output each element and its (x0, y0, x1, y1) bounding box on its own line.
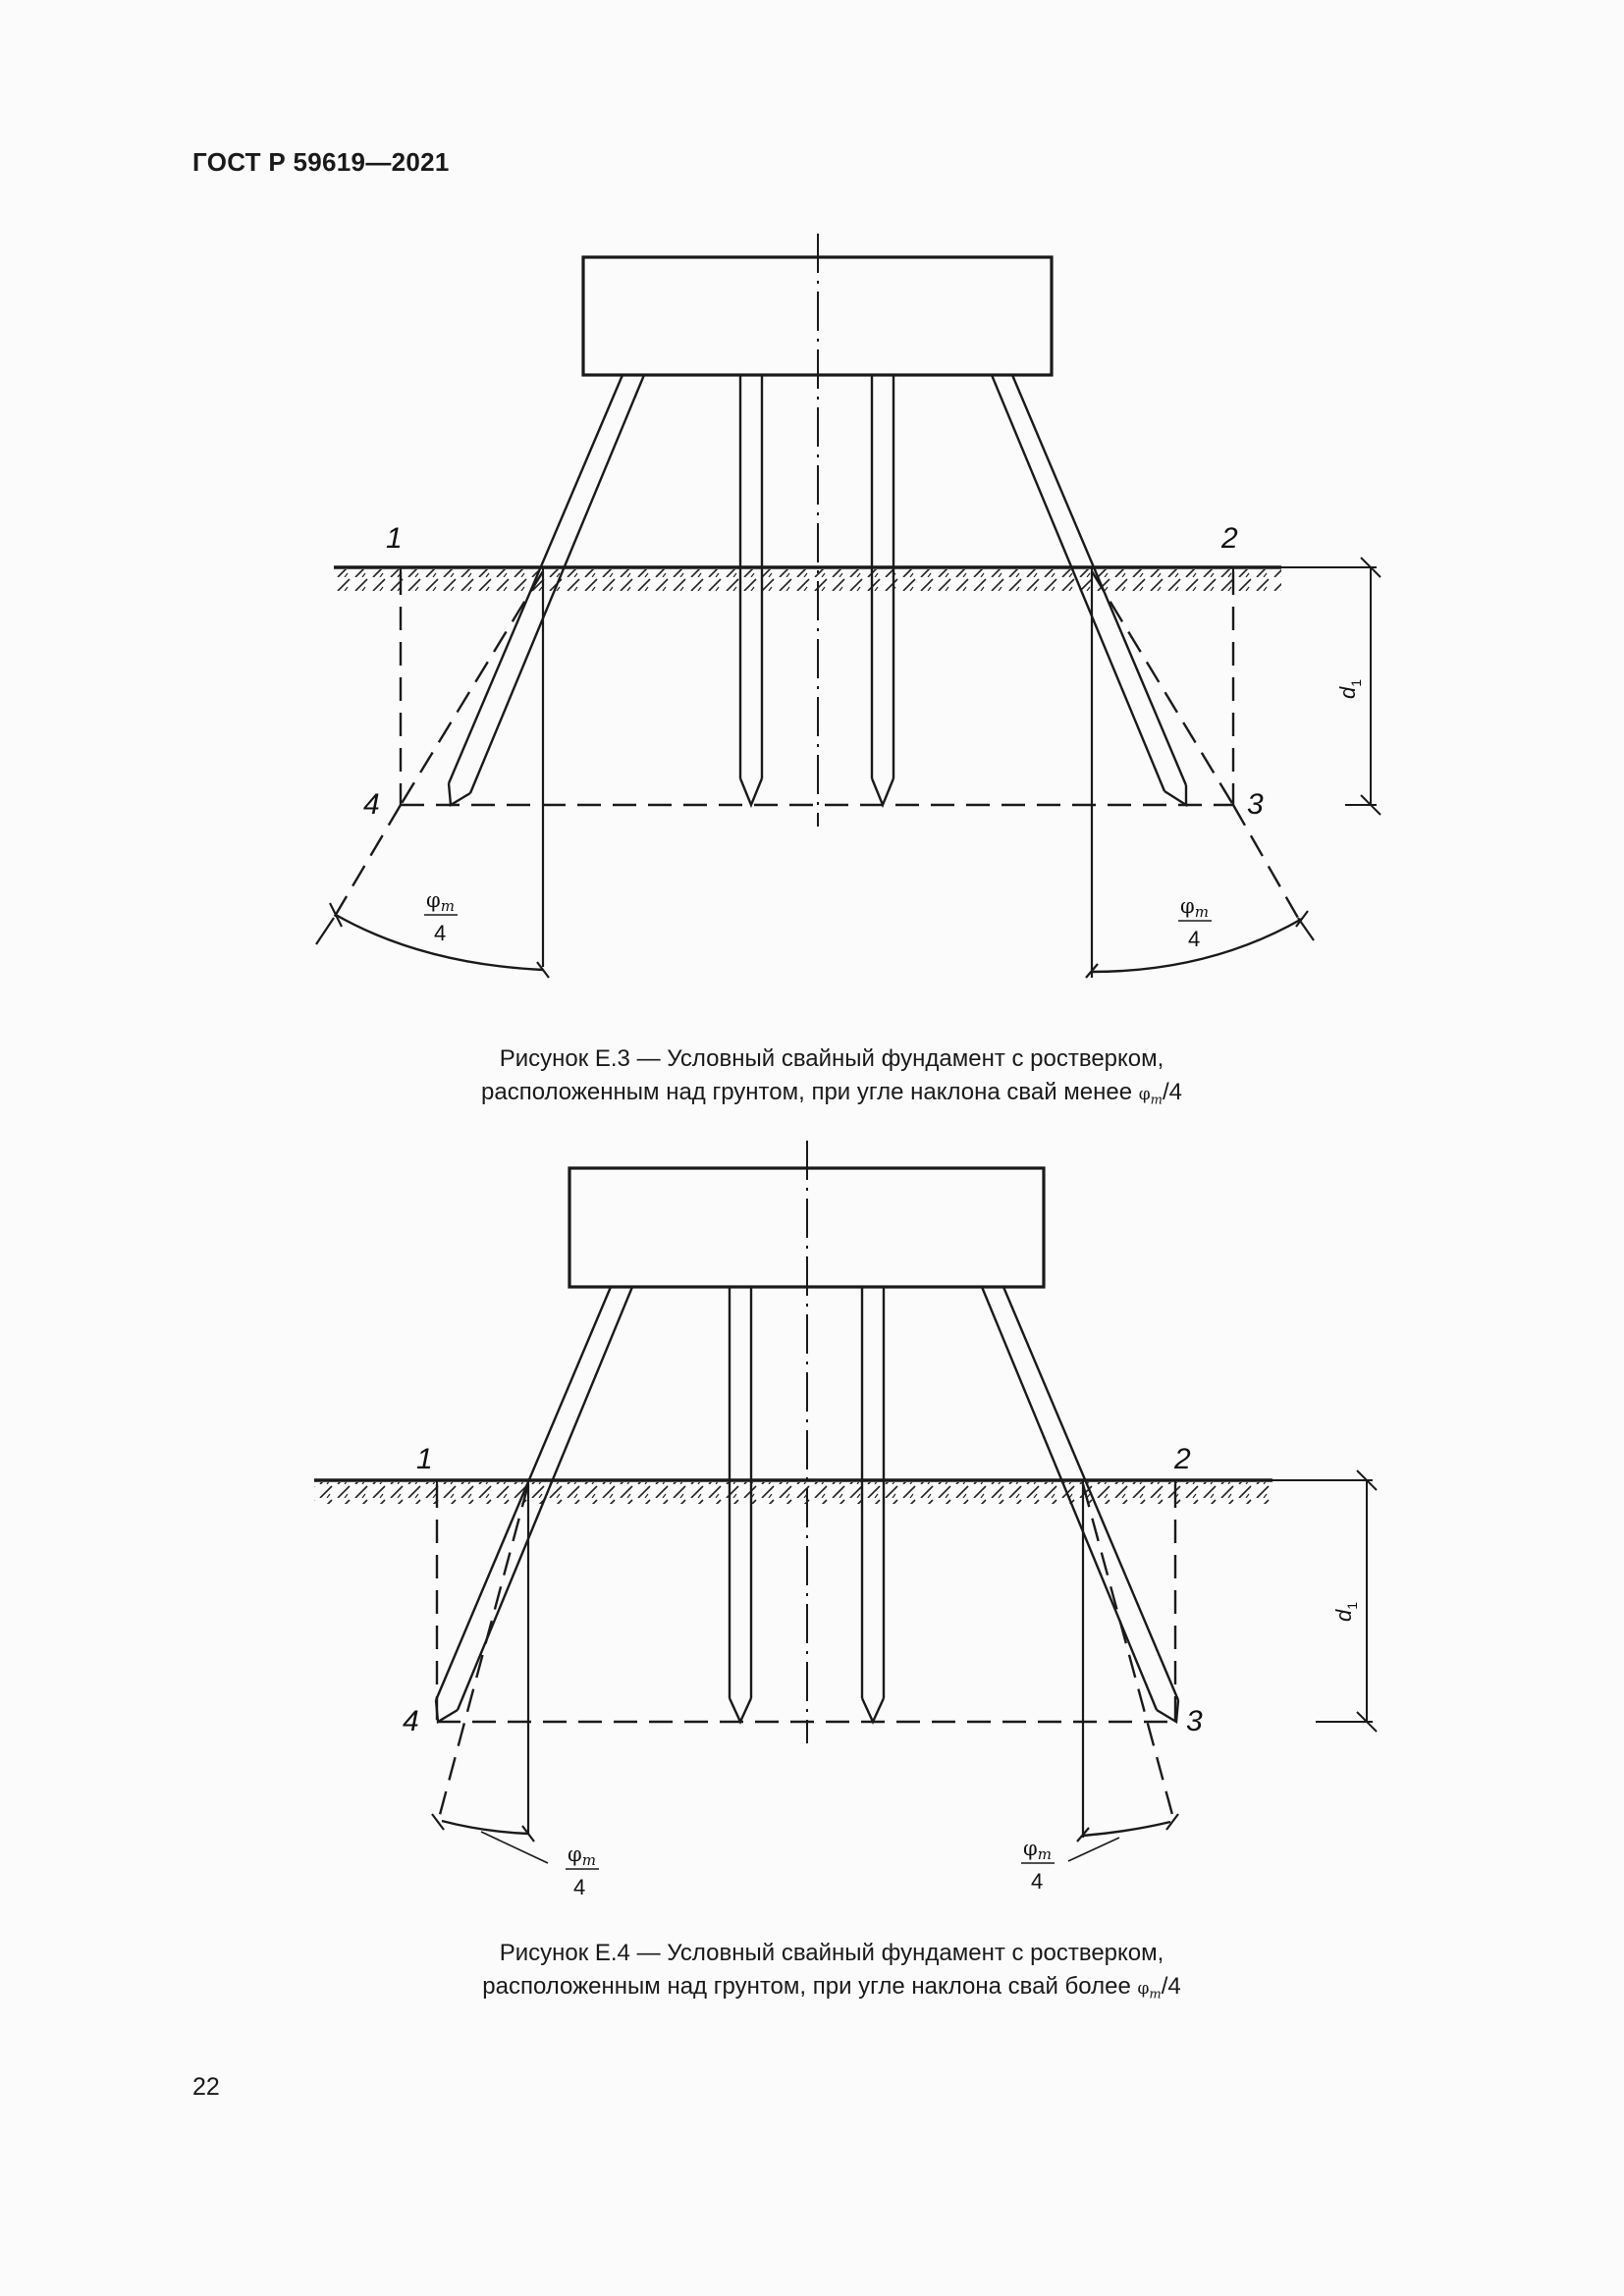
caption-line-2: расположенным над грунтом, при угле наклона свай менее $\varphi_m/4$ (481, 1079, 1182, 1108)
angle-arc-right (1083, 1822, 1170, 1836)
svg-text:d1: $d_1$ (1335, 678, 1364, 699)
inclined-pile-right (982, 1287, 1178, 1722)
caption-line-2: расположенным над грунтом, при угле наклона свай более $\varphi_m/4$ (482, 1973, 1181, 2002)
svg-text:φm: φm (1180, 894, 1209, 921)
ground-hatch (314, 1482, 1272, 1504)
angle-label-left (424, 888, 458, 945)
figure-e3-caption (0, 1042, 1624, 1117)
figure-e4 (0, 1129, 1624, 2012)
svg-text:φm: φm (1023, 1837, 1052, 1863)
svg-text:d1: $d_1$ (1331, 1601, 1360, 1622)
inclined-pile-left (436, 1287, 632, 1722)
caption-line-1: Рисунок Е.4 — Условный свайный фундамент с ростверком, (499, 1940, 1164, 1966)
svg-text:4: 4 (573, 1875, 586, 1899)
dimension-label-d1 (1335, 679, 1364, 699)
figure-e4-caption (0, 1937, 1624, 2011)
svg-text:φm: φm (568, 1842, 596, 1869)
vertical-pile-right (862, 1287, 884, 1722)
ground-hatch (334, 569, 1281, 591)
point-label-2: 2 (1221, 522, 1238, 555)
point-label-3: 3 (1247, 788, 1264, 821)
vertical-pile-left (730, 1287, 751, 1722)
point-label-3: 3 (1186, 1705, 1203, 1737)
conditional-foundation-contour (334, 571, 1298, 918)
svg-text:φm: φm (426, 888, 455, 915)
angle-label-left (566, 1842, 599, 1899)
svg-text:4: 4 (434, 921, 447, 945)
point-label-4: 4 (363, 788, 380, 821)
point-label-4: 4 (403, 1705, 419, 1737)
angle-label-right (1178, 894, 1212, 951)
svg-text:4: 4 (1188, 927, 1201, 951)
figure-e4-drawing (0, 1129, 1624, 2012)
page-number: 22 (192, 2073, 220, 2101)
caption-line-1: Рисунок Е.3 — Условный свайный фундамент с ростверком, (499, 1045, 1164, 1072)
svg-text:4: 4 (1031, 1869, 1044, 1894)
dimension-label-d1 (1331, 1602, 1360, 1622)
document-header: ГОСТ Р 59619—2021 (192, 147, 450, 177)
dimension-d1 (1242, 1470, 1377, 1732)
point-label-2: 2 (1174, 1443, 1191, 1475)
angle-label-right (1021, 1837, 1055, 1894)
angle-arc-left (442, 1821, 528, 1834)
point-label-1: 1 (386, 522, 403, 555)
point-label-1: 1 (416, 1443, 433, 1475)
